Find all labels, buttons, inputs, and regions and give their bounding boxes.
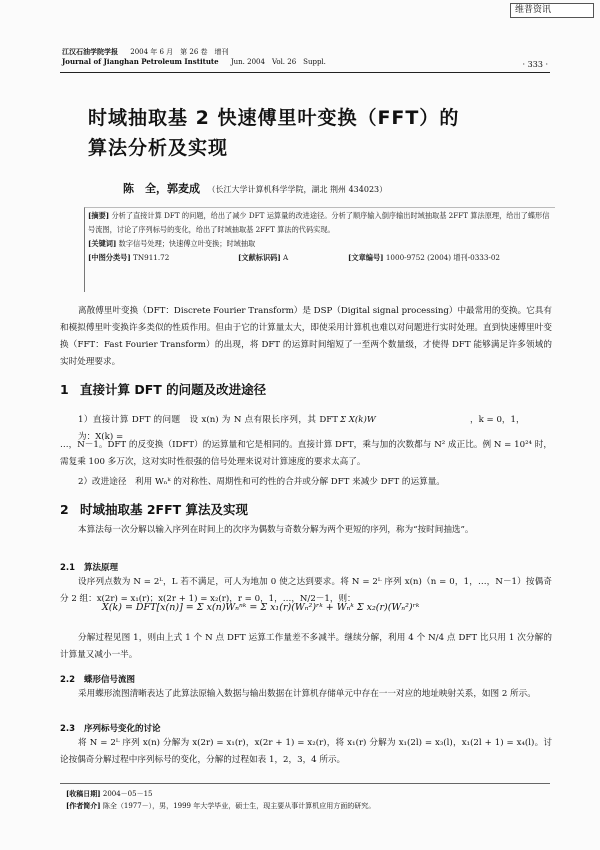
section-1-heading bbox=[60, 380, 266, 398]
author-footnote bbox=[66, 801, 375, 811]
article-no-field bbox=[348, 251, 500, 265]
author-names: 陈 全，郭麦成 bbox=[123, 182, 200, 195]
doc-code-field bbox=[238, 251, 348, 265]
subsection-2-3-title: 序列标号变化的讨论 bbox=[84, 724, 161, 734]
received-label: [收稿日期] bbox=[66, 789, 101, 798]
subsection-2-3-number: 2.3 bbox=[60, 724, 76, 734]
paper-title bbox=[88, 103, 528, 163]
clc-value: TN911.72 bbox=[133, 253, 170, 262]
journal-name-cn: 江汉石油学院学报 bbox=[62, 48, 118, 56]
subsection-2-1-p2: 分解过程见图 1，则由上式 1 个 N 点 DFT 运算工作量差不多减半。继续分解，利用 4 个 N/4 点 DFT 比只用 1 次分解的计算量又减小一半。 bbox=[60, 633, 552, 660]
title-line-1: 时域抽取基 2 快速傅里叶变换（FFT）的 bbox=[88, 107, 460, 129]
keywords-text: 数字信号处理；快速傅立叶变换；时域抽取 bbox=[118, 239, 256, 248]
received-date: 2004－05－15 bbox=[102, 790, 153, 798]
section-1-p1-sum-tail: ，k = 0，1， bbox=[470, 415, 525, 425]
abstract-label: [摘要] bbox=[88, 211, 110, 220]
dft-decomposition-formula: X(k) = DFT[x(n)] = Σ x(n)Wₙⁿᵏ = Σ x₁(r)(Wₙ²)ʳᵏ + Wₙᵏ Σ x₂(r)(Wₙ²)ʳᵏ bbox=[102, 602, 420, 613]
source-tag: 维普资讯 bbox=[510, 3, 594, 18]
dft-sum-expression: Σ X(k)W bbox=[340, 415, 376, 425]
section-2-number: 2 bbox=[60, 502, 69, 517]
journal-header bbox=[62, 47, 326, 67]
journal-meta-cn: 2004 年 6 月 第 26 卷 增刊 bbox=[130, 48, 229, 56]
section-1-title: 直接计算 DFT 的问题及改进途径 bbox=[80, 382, 267, 397]
article-no-value: 1000-9752 (2004) 增刊-0333-02 bbox=[385, 253, 501, 262]
keywords-label: [关键词] bbox=[88, 239, 117, 248]
subsection-2-1-number: 2.1 bbox=[60, 563, 76, 573]
subsection-2-3-p: 将 N = 2ᴸ 序列 x(n) 分解为 x(2r) = x₁(r)，x(2r + 1) = x₂(r)，将 x₁(r) 分解为 x₁(2l) = x₃(l)，x₁(2l + 1) = x₄(l)。讨论按偶奇分解过程中序列标号的变化，分解的过程如表 1，2，3，4 所示。 bbox=[60, 738, 552, 765]
section-2-title: 时域抽取基 2FFT 算法及实现 bbox=[80, 502, 249, 517]
author-line bbox=[123, 180, 387, 196]
journal-meta-en: Jun. 2004 Vol. 26 Suppl. bbox=[230, 58, 326, 66]
abstract-paragraph bbox=[88, 209, 554, 237]
author-bio-label: [作者简介] bbox=[66, 801, 101, 810]
subsection-2-1-p1: 设序列点数为 N = 2ᴸ，L 若不满足，可人为地加 0 使之达到要求。将 N = 2ᴸ 序列 x(n)（n = 0，1，…，N－1）按偶奇分 2 组：x(2r) = x₁(r)；x(2r + 1) = x₂(r)，r = 0，1，…，N/2－1，则： bbox=[60, 577, 552, 604]
subsection-2-2-heading bbox=[60, 673, 135, 685]
received-footnote bbox=[66, 789, 153, 799]
section-1-p1-start: 1）直接计算 DFT 的问题 设 x(n) 为 N 点有限长序列，其 DFT 为：X(k) = bbox=[78, 415, 338, 442]
footnote-rule bbox=[60, 783, 550, 784]
subsection-2-2-number: 2.2 bbox=[60, 675, 76, 685]
subsection-2-3-heading bbox=[60, 722, 161, 734]
intro-paragraph: 离散傅里叶变换（DFT：Discrete Fourier Transform）是 DSP（Digital signal processing）中最常用的变换。它具有和模拟傅里叶变换许多类似的性质作用。但由于它的计算量太大，即使采用计算机也难以对问题进行实时处理。直到快速傅里叶变换（FFT：Fast Fourier Transform）的出现，将 DFT 的运算时间缩短了一至两个数量级，才使得 DFT 能够满足许多领域的实时处理要求。 bbox=[60, 306, 552, 367]
section-1-p1-rest: …，N－1。DFT 的反变换（IDFT）的运算量和它是相同的。直接计算 DFT，乘与加的次数都与 N² 成正比。例 N = 10²⁴ 时，需复乘 100 多万次，这对实时性很强的信号处理来说对计算速度的要求太高了。 bbox=[60, 440, 552, 467]
doc-code-value: A bbox=[283, 253, 289, 262]
abstract-text: 分析了直接计算 DFT 的问题，给出了减少 DFT 运算量的改进途径。分析了顺序输入倒序输出时域抽取基 2FFT 算法原理，给出了蝶形信号流图，讨论了序列标号的变化，给出了时域抽取基 2FFT 算法的代码实现。 bbox=[88, 211, 550, 234]
subsection-2-2-p: 采用蝶形流图清晰表达了此算法原输入数据与输出数据在计算机存储单元中存在一一对应的地址映射关系，如图 2 所示。 bbox=[78, 689, 536, 699]
author-bio: 陈全（1977－），男，1999 年大学毕业，硕士生，现主要从事计算机应用方面的研究。 bbox=[102, 802, 376, 810]
keywords-line bbox=[88, 237, 554, 251]
subsection-2-1-heading bbox=[60, 561, 118, 573]
section-2-heading bbox=[60, 500, 248, 518]
abstract-block bbox=[88, 209, 554, 265]
subsection-2-2-title: 蝶形信号流图 bbox=[84, 675, 136, 685]
page-number: · 333 · bbox=[522, 60, 548, 69]
title-line-2: 算法分析及实现 bbox=[88, 137, 229, 159]
header-rule bbox=[60, 72, 550, 73]
clc-label: [中图分类号] bbox=[88, 253, 131, 262]
doc-code-label: [文献标识码] bbox=[238, 253, 281, 262]
journal-name-en: Journal of Jianghan Petroleum Institute bbox=[62, 57, 219, 66]
subsection-2-1-title: 算法原理 bbox=[84, 563, 119, 573]
classification-line bbox=[88, 251, 554, 265]
author-affiliation: （长江大学计算机科学学院，湖北 荆州 434023） bbox=[207, 185, 388, 194]
section-2-intro: 本算法每一次分解以输入序列在时间上的次序为偶数与奇数分解为两个更短的序列，称为“按时间抽选”。 bbox=[78, 525, 474, 535]
section-1-p2: 2）改进途径 利用 Wₙᵏ 的对称性、周期性和可约性的合并或分解 DFT 来减少 DFT 的运算量。 bbox=[78, 477, 445, 487]
article-no-label: [文章编号] bbox=[348, 253, 384, 262]
clc-field bbox=[88, 251, 238, 265]
section-1-number: 1 bbox=[60, 382, 69, 397]
